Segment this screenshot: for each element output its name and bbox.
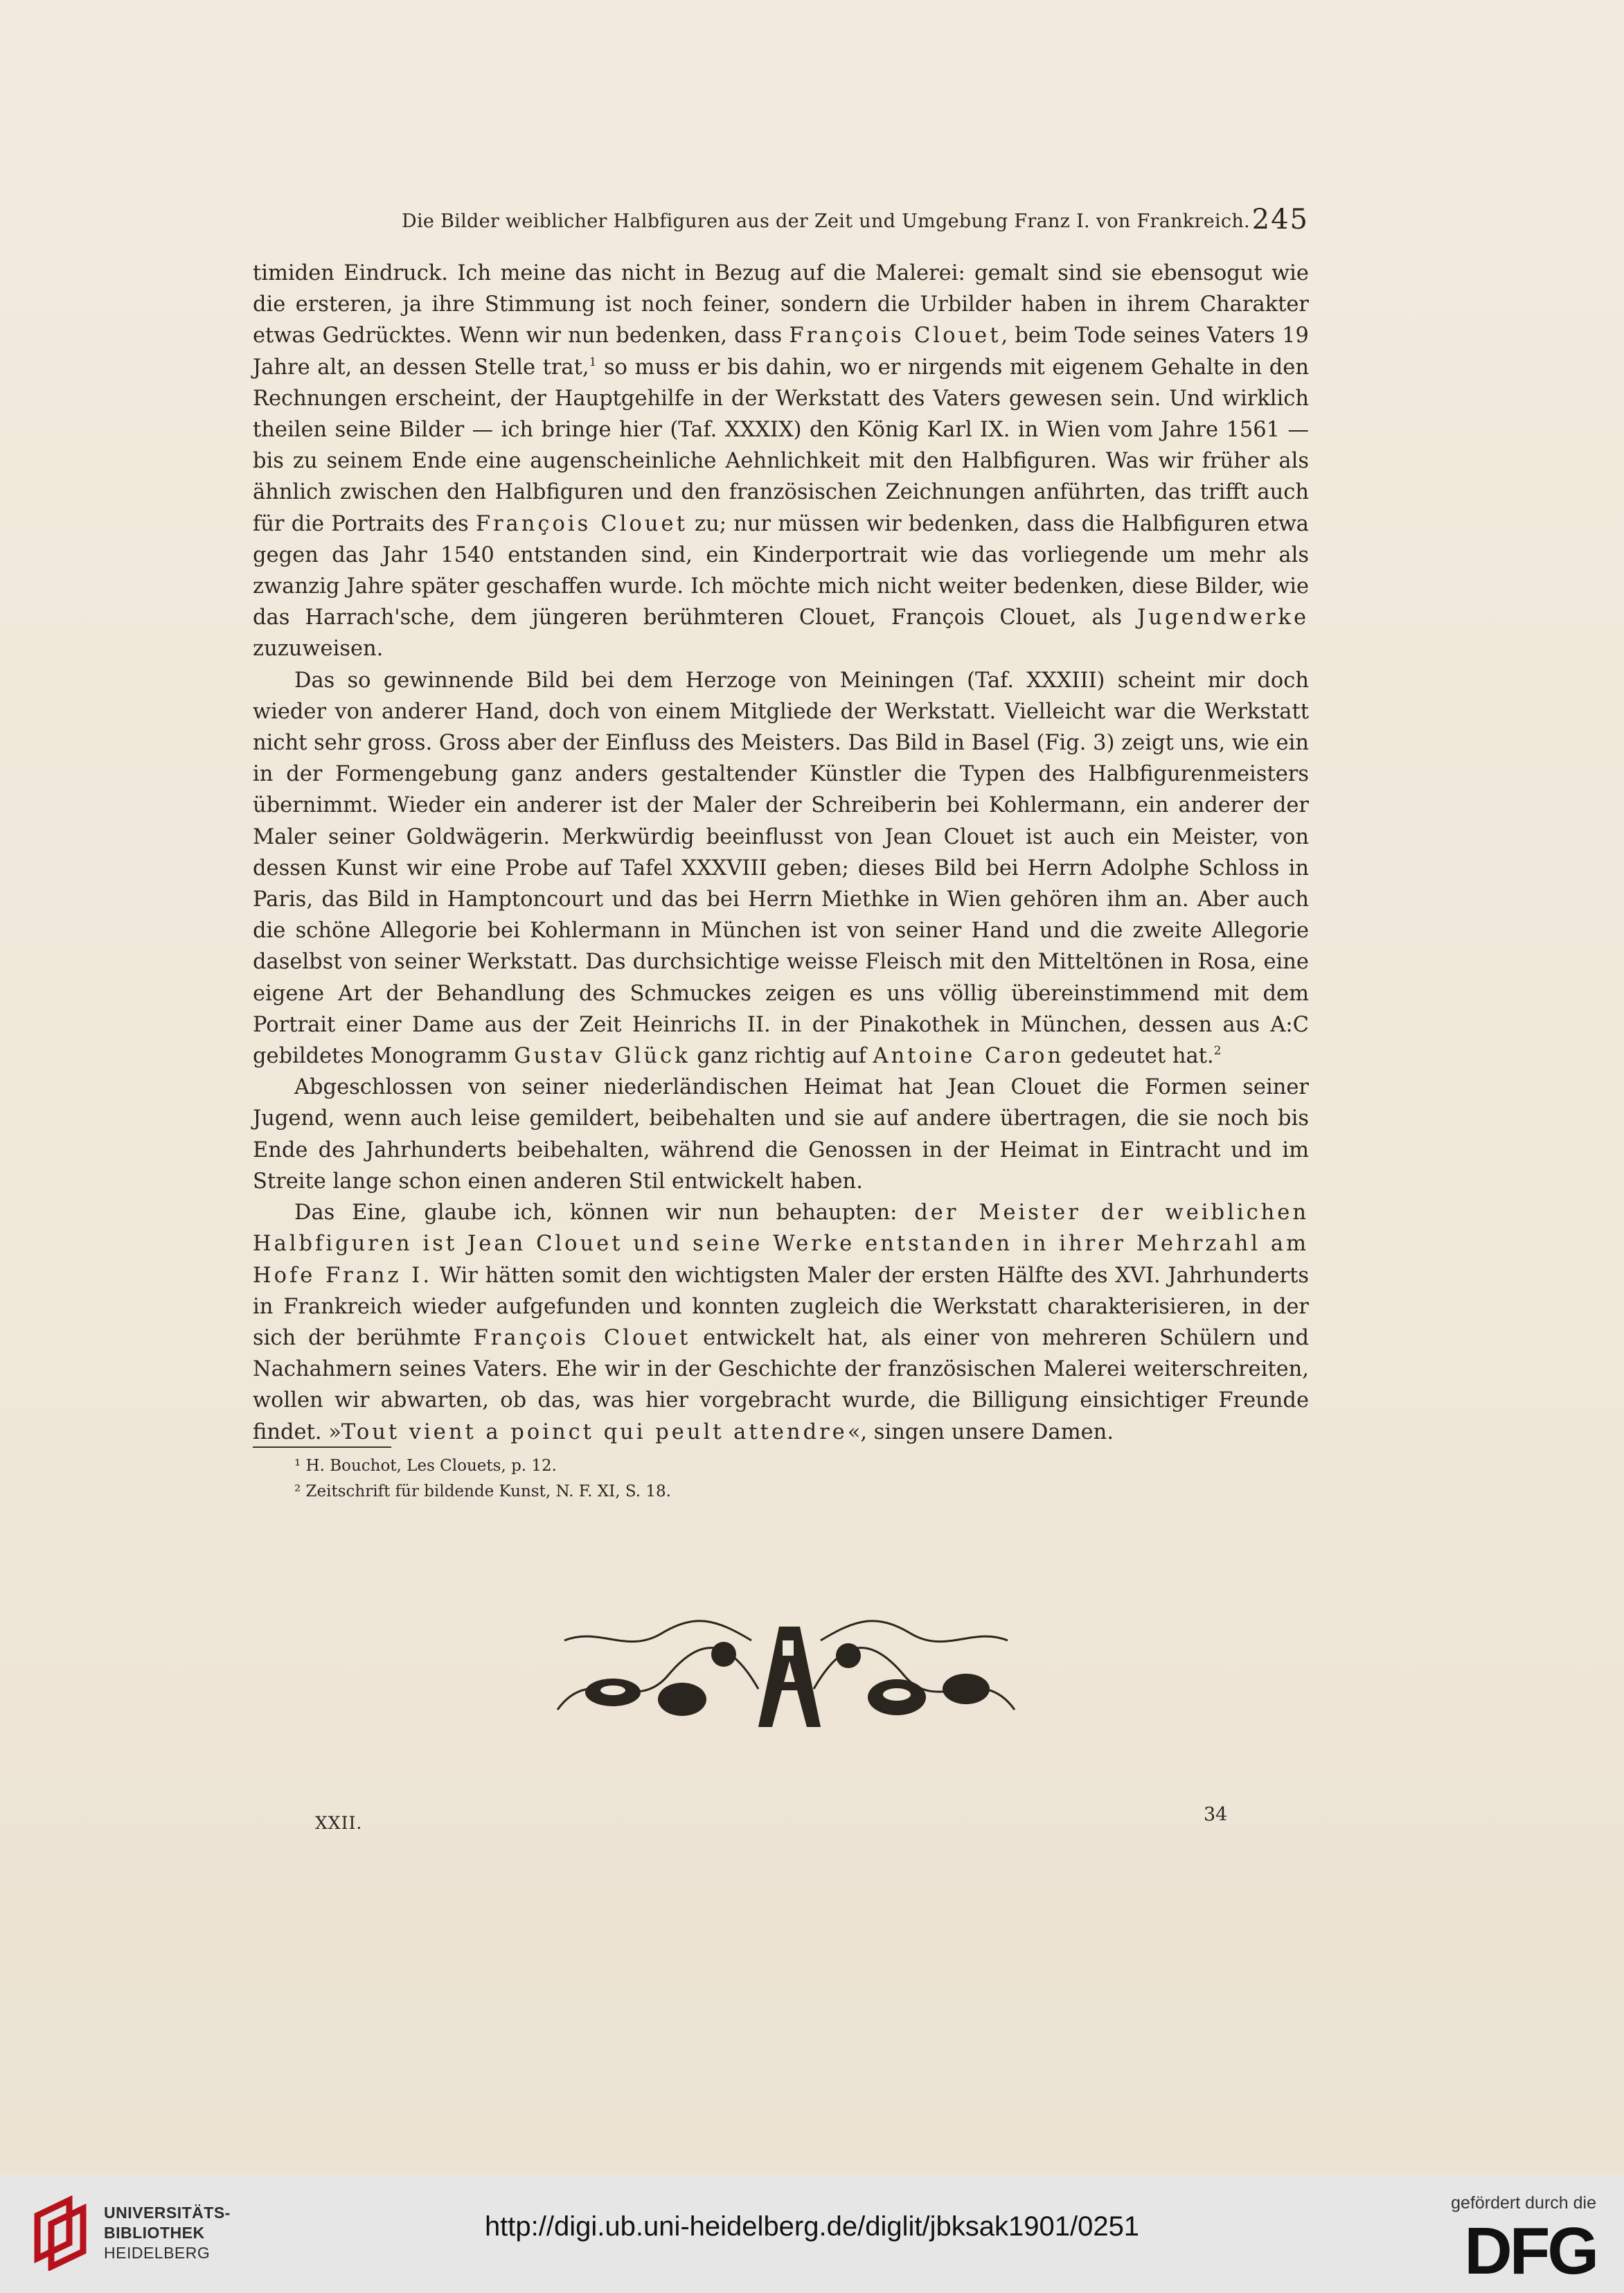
paragraph-4 (253, 1197, 1309, 1448)
text-run: «, singen unsere Damen. (847, 1419, 1114, 1444)
footnote-ref: 1 (589, 355, 597, 369)
text-run: zuzuweisen. (253, 637, 384, 662)
text-run: gedeutet hat. (1064, 1044, 1214, 1069)
text-run: François Clouet (475, 511, 688, 536)
footnote-rule (253, 1446, 391, 1448)
text-run: , beim Tode seines Vaters 19 Jahre alt, an dessen Stelle trat, (253, 324, 1309, 380)
text-run: timiden Eindruck. Ich meine das nicht in Bezug auf die Malerei: gemalt sind sie ebensogut wie die ersteren, ja ihre Stimmung ist noch feiner, sondern die Urbilder haben in ihrem Charakter etwas Gedrücktes. Wenn wir nun bedenken, dass (253, 261, 1309, 348)
ornamental-vignette (551, 1613, 1021, 1732)
text-run: der Meister der weiblichen Halbfiguren ist Jean Clouet und seine Werke entstanden in ihrer Mehrzahl am Hofe Franz I. (253, 1201, 1310, 1288)
library-name-line-2: BIBLIOTHEK (104, 2224, 205, 2242)
text-run: Gustav Glück (514, 1044, 690, 1069)
signature-mark-left: XXII. (315, 1813, 363, 1833)
text-run: François Clouet (473, 1325, 691, 1350)
paragraph-2 (253, 665, 1309, 1072)
text-run: so muss er bis dahin, wo er nirgends mit eigenem Gehalte in den Rechnungen erscheint, der Hauptgehilfe in der Werkstatt des Vaters gewesen sein. Und wirklich theilen seine Bilder — ich bringe hier (Taf. XXXIX) den König Karl IX. in Wien vom Jahre 1561 — bis zu seinem Ende eine augenscheinliche Aehnlichkeit mit den Halbfiguren. Was wir früher als ähnlich zwischen den Halbfiguren und den französischen Zeichnungen anführten, das trifft auch für die Portraits des (253, 355, 1309, 536)
text-run: Das so gewinnende Bild bei dem Herzoge von Meiningen (Taf. XXXIII) scheint mir doch wieder von anderer Hand, doch von einem Mitgliede der Werkstatt. Vielleicht war die Werkstatt nicht sehr gross. Gross aber der Einfluss des Meisters. Das Bild in Basel (Fig. 3) zeigt uns, wie ein in der Formengebung ganz anders gestaltender Künstler die Typen des Halbfigurenmeisters übernimmt. Wieder ein anderer ist der Maler der Schreiberin bei Kohlermann, ein anderer der Maler seiner Goldwägerin. Merkwürdig beeinflusst von Jean Clouet ist auch ein Meister, von dessen Kunst wir eine Probe auf Tafel XXXVIII geben; dieses Bild bei Herrn Adolphe Schloss in Paris, das Bild in Hamptoncourt und das bei Herrn Miethke in Wien gehören ihm an. Aber auch die schöne Allegorie bei Kohlermann in München ist von seiner Hand und die zweite Allegorie daselbst von seiner Werkstatt. Das durchsichtige weisse Fleisch mit den Mitteltönen in Rosa, eine eigene Art der Behandlung des Schmuckes zeigen es uns völlig übereinstimmend mit dem Portrait einer Dame aus der Zeit Heinrichs II. in der Pinakothek in München, dessen aus A:C gebildetes Monogramm (253, 668, 1309, 1069)
text-run: Jugendwerke (1137, 605, 1309, 630)
text-run: Das Eine, glaube ich, können wir nun behaupten: (294, 1201, 915, 1225)
library-name-line-1: UNIVERSITÄTS- (104, 2204, 231, 2222)
text-run: Antoine Caron (873, 1044, 1064, 1069)
text-run: Abgeschlossen von seiner niederländischen Heimat hat Jean Clouet die Formen seiner Jugend, wenn auch leise gemildert, beibehalten und sie auf andere übertragen, die sie noch bis Ende des Jahrhunderts beibehalten, während die Genossen in der Heimat in Eintracht und im Streite lange schon einen anderen Stil entwickelt haben. (253, 1075, 1309, 1194)
footer-bar (0, 2175, 1624, 2293)
text-run: François Clouet (789, 324, 1001, 348)
funded-by-label: gefördert durch die (1451, 2193, 1596, 2213)
text-run: zu; nur müssen wir bedenken, dass die Halbfiguren etwa gegen das Jahr 1540 entstanden sind, ein Kinderportrait wie das vorliegende um mehr als zwanzig Jahre später geschaffen wurde. Ich möchte mich nicht weiter bedenken, diese Bilder, wie das Harrach'sche, dem jüngeren berühmteren Clouet, François Clouet, als (253, 511, 1309, 630)
paragraph-1 (253, 258, 1309, 665)
text-run: Tout vient a poinct qui peult attendre (341, 1419, 848, 1444)
page-number: 245 (1251, 204, 1309, 236)
text-run: entwickelt hat, als einer von mehreren Schülern und Nachahmern seines Vaters. Ehe wir in der Geschichte der französischen Malerei weiterschreiten, wollen wir abwarten, ob das, was hier vorgebracht wurde, die Billigung einsichtiger Freunde findet. » (253, 1325, 1309, 1444)
library-name-line-3: HEIDELBERG (104, 2244, 211, 2262)
running-title: Die Bilder weiblicher Halbfiguren aus der Zeit und Umgebung Franz I. von Frankreich. (402, 211, 1250, 232)
dfg-logo: DFG (1464, 2214, 1596, 2288)
running-head (249, 204, 1309, 242)
body-text (253, 258, 1309, 1448)
permalink-url[interactable]: http://digi.ub.uni-heidelberg.de/diglit/jbksak1901/0251 (484, 2211, 1140, 2242)
text-run: Wir hätten somit den wichtigsten Maler der ersten Hälfte des XVI. Jahrhunderts in Frankreich wieder aufgefunden und konnten zugleich die Werkstatt charakterisieren, in der sich der berühmte (253, 1263, 1310, 1350)
signature-mark-right: 34 (1204, 1804, 1228, 1825)
text-run: ganz richtig auf (690, 1044, 873, 1069)
footnotes (294, 1453, 671, 1505)
footnote-2: ² Zeitschrift für bildende Kunst, N. F. XI, S. 18. (294, 1482, 671, 1500)
footnote-1: ¹ H. Bouchot, Les Clouets, p. 12. (294, 1457, 557, 1475)
paragraph-3 (253, 1072, 1309, 1197)
footnote-ref: 2 (1213, 1044, 1222, 1059)
